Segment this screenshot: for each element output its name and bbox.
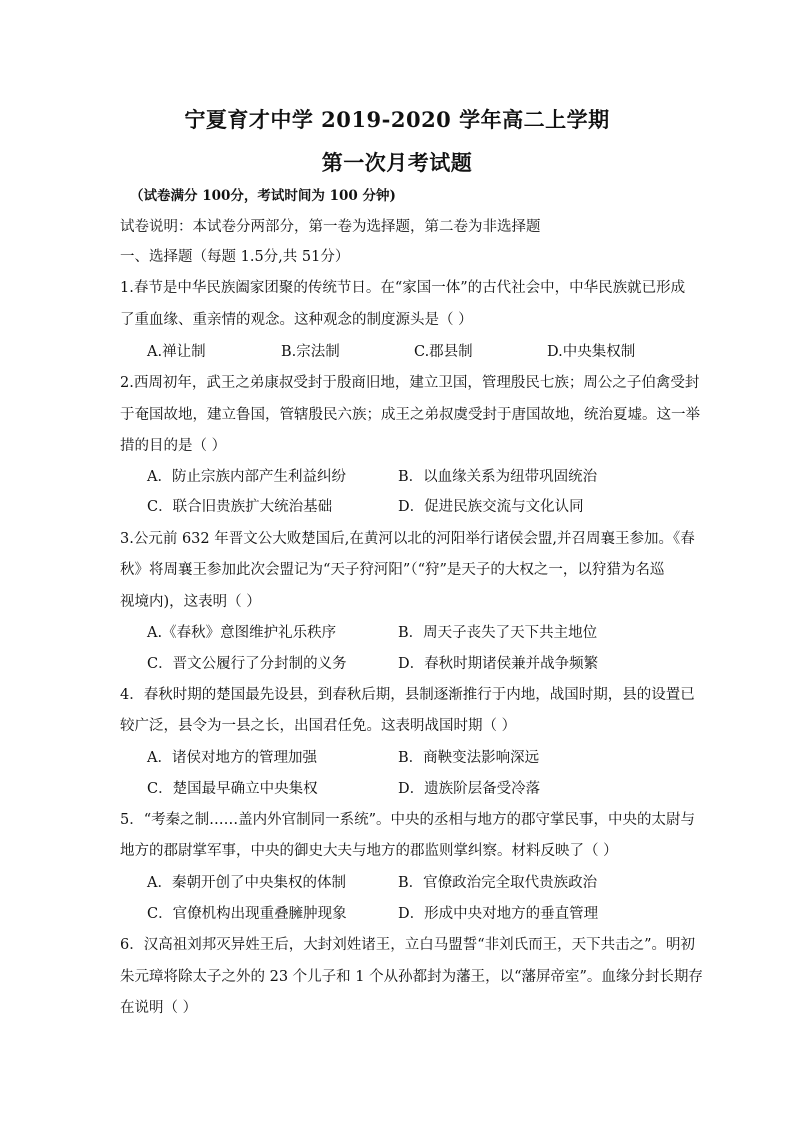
question-line: 在说明（ ） <box>120 1000 198 1016</box>
option-a: A.《春秋》意图维护礼乐秩序 <box>147 625 337 641</box>
option-c: C．楚国最早确立中央集权 <box>147 781 318 797</box>
option-b: B．官僚政治完全取代贵族政治 <box>398 875 598 891</box>
option-b: B．周天子丧失了天下共主地位 <box>398 625 598 641</box>
exam-title: 宁夏育才中学 2019-2020 学年高二上学期 <box>184 107 610 132</box>
question-line: 地方的郡尉掌军事，中央的御史大夫与地方的郡监则掌纠察。材料反映了（ ） <box>120 843 618 859</box>
exam-subtitle: 第一次月考试题 <box>321 150 473 175</box>
option-c: C.郡县制 <box>414 344 473 360</box>
question-line: 朱元璋将除太子之外的 23 个儿子和 1 个从孙都封为藩王，以“藩屏帝室”。血缘分封长期存 <box>120 969 703 985</box>
question-line: 视境内)，这表明（ ） <box>120 594 261 610</box>
option-b: B.宗法制 <box>281 344 340 360</box>
option-a: A．防止宗族内部产生利益纠纷 <box>147 469 346 485</box>
question-line: 较广泛，县令为一县之长，出国君任免。这表明战国时期（ ） <box>120 718 517 734</box>
option-d: D．促进民族交流与文化认同 <box>398 499 584 515</box>
option-c: C．官僚机构出现重叠臃肿现象 <box>147 906 347 922</box>
option-a: A．诸侯对地方的管理加强 <box>147 750 317 766</box>
question-line: 3.公元前 632 年晋文公大败楚国后,在黄河以北的河阳举行诸侯会盟,并召周襄王参加。《春 <box>120 531 695 547</box>
question-line: 秋》将周襄王参加此次会盟记为“天子狩河阳”（“狩”是天子的大权之一，以狩猎为名巡 <box>120 562 665 578</box>
section-title: 一、选择题（每题 1.5分,共 51分） <box>120 249 350 265</box>
exam-info: （试卷满分 100分，考试时间为 100 分钟) <box>130 188 396 204</box>
option-a: A.禅让制 <box>147 344 206 360</box>
question-line: 4．春秋时期的楚国最先设县，到春秋后期，县制逐渐推行于内地，战国时期，县的设置已 <box>120 687 695 703</box>
question-line: 2.西周初年，武王之弟康叔受封于殷商旧地，建立卫国，管理殷民七族；周公之子伯禽受封 <box>120 375 700 391</box>
question-line: 于奄国故地，建立鲁国，管辖殷民六族；成王之弟叔虞受封于唐国故地，统治夏墟。这一举 <box>120 407 700 423</box>
option-d: D．形成中央对地方的垂直管理 <box>398 906 599 922</box>
question-line: 1.春节是中华民族阖家团聚的传统节日。在“家国一体”的古代社会中，中华民族就已形成 <box>120 280 686 296</box>
exam-description: 试卷说明：本试卷分两部分，第一卷为选择题，第二卷为非选择题 <box>120 219 541 235</box>
option-b: B．商鞅变法影响深远 <box>398 750 540 766</box>
option-c: C．联合旧贵族扩大统治基础 <box>147 499 333 515</box>
option-d: D.中央集权制 <box>547 344 636 360</box>
option-a: A．秦朝开创了中央集权的体制 <box>147 875 346 891</box>
option-c: C．晋文公履行了分封制的义务 <box>147 656 347 672</box>
question-line: 5．“考秦之制……盖内外官制同一系统”。中央的丞相与地方的郡守掌民事，中央的太尉与 <box>120 812 696 828</box>
question-line: 措的目的是（ ） <box>120 438 227 454</box>
option-d: D．遗族阶层备受冷落 <box>398 781 541 797</box>
option-b: B．以血缘关系为纽带巩固统治 <box>398 469 598 485</box>
option-d: D．春秋时期诸侯兼并战争频繁 <box>398 656 599 672</box>
question-line: 了重血缘、重亲情的观念。这种观念的制度源头是（ ） <box>120 312 473 328</box>
question-line: 6．汉高祖刘邦灭异姓王后，大封刘姓诸王，立白马盟誓“非刘氏而王，天下共击之”。明初 <box>120 937 696 953</box>
